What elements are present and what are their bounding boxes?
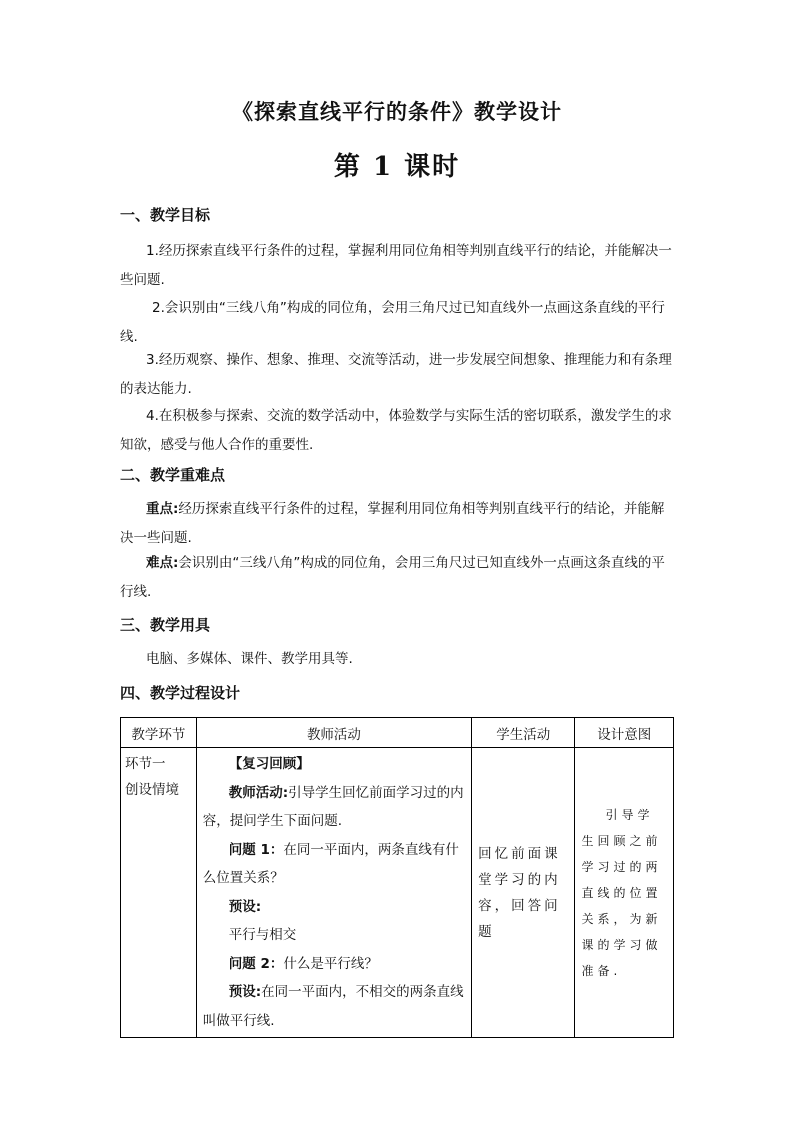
objective-item: [120, 402, 676, 460]
design-intent-text: 引导学生回顾之前学习过的两直线的位置关系，为新课的学习做准备.: [581, 807, 662, 978]
difficult-point-text: 会识别由“三线八角”构成的同位角，会用三角尺过已知直线外一点画这条直线的平行线.: [120, 555, 665, 600]
difficult-point-label: 难点:: [146, 555, 179, 571]
key-point-label: 重点:: [146, 501, 179, 517]
student-activity-text: 回忆前面课堂学习的内容，回答问题: [478, 845, 561, 940]
question-2-label: 问题 2：: [228, 955, 284, 972]
header-stage: 教学环节: [121, 718, 197, 748]
header-teacher: 教师活动: [196, 718, 471, 748]
student-activity-cell: [472, 748, 575, 1038]
section-heading-tools: 三、教学用具: [120, 616, 211, 634]
teacher-activity-label: 教师活动:: [228, 784, 289, 801]
header-intent: 设计意图: [575, 718, 674, 748]
preset-2-label: 预设:: [228, 984, 262, 1000]
objective-item: [120, 237, 676, 295]
section-heading-key-points: 二、教学重难点: [120, 466, 226, 484]
objective-item: [120, 294, 676, 352]
section-heading-process: 四、教学过程设计: [120, 684, 241, 702]
stage-cell: [121, 748, 197, 1038]
key-point-text: 经历探索直线平行条件的过程，掌握利用同位角相等判别直线平行的结论，并能解决一些问题.: [120, 501, 665, 546]
process-table: [120, 717, 674, 1038]
table-header-row: [121, 718, 674, 748]
design-intent-cell: [575, 748, 674, 1038]
objective-text-1: 1.经历探索直线平行条件的过程，掌握利用同位角相等判别直线平行的结论，并能解决一些问题.: [120, 243, 672, 288]
key-point: [120, 495, 676, 553]
question-2-text: 什么是平行线？: [283, 955, 378, 972]
section-heading-objectives: 一、教学目标: [120, 206, 211, 224]
document-title: 《探索直线平行的条件》教学设计: [232, 99, 562, 124]
tools-text-row: [120, 645, 676, 674]
teacher-activity-cell: [196, 748, 471, 1038]
tools-text: 电脑、多媒体、课件、教学用具等.: [146, 651, 353, 667]
review-title: 【复习回顾】: [228, 756, 310, 772]
question-1-label: 问题 1：: [228, 841, 284, 858]
objective-item: [120, 346, 676, 404]
table-row: [121, 748, 674, 1038]
document-subtitle: 第 1 课时: [333, 152, 461, 182]
teacher-activity-text: 引导学生回忆前面学习过的内容，提问学生下面问题.: [202, 784, 464, 829]
objective-text-2: 2.会识别由“三线八角”构成的同位角，会用三角尺过已知直线外一点画这条直线的平行线.: [120, 300, 665, 345]
header-student: 学生活动: [472, 718, 575, 748]
stage-number: 环节一: [125, 756, 166, 772]
preset-1-label: 预设:: [228, 898, 262, 915]
question-1-text: 在同一平面内，两条直线有什么位置关系？: [202, 841, 459, 886]
stage-name: 创设情境: [125, 782, 179, 798]
preset-1-text: 平行与相交: [228, 927, 297, 943]
difficult-point: [120, 549, 676, 607]
preset-2-text: 在同一平面内，不相交的两条直线叫做平行线.: [202, 984, 464, 1029]
objective-text-3: 3.经历观察、操作、想象、推理、交流等活动，进一步发展空间想象、推理能力和有条理的表达能力.: [120, 352, 672, 397]
objective-text-4: 4.在积极参与探索、交流的数学活动中，体验数学与实际生活的密切联系，激发学生的求知欲，感受与他人合作的重要性.: [120, 408, 672, 453]
